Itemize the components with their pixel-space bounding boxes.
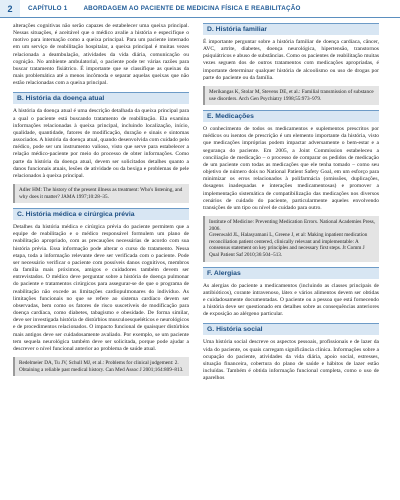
section-heading-d: D. História familiar: [203, 23, 379, 35]
reference-box-c: Redelmeier DA, Tu JV, Schull MJ, et al.: Problems for clinical judgement: 2. Obtaining a reliable past medical history. Can Med Assoc J 2001;164:809–813.: [13, 357, 189, 376]
section-g-text: Uma história social descreve os aspectos pessoais, profissionais e de lazer da vida do paciente, os quais carregam significância clínica. Informações sobre a ocupação do paciente, atividades da vida diária, apoio social, estresses, situação financeira, cobertura do plano de saúde e hábitos de lazer estão incluídas. Também é obtida informação funcional completa, como o uso de aparelhos: [203, 339, 379, 382]
section-f-text: As alergias do paciente a medicamentos (incluindo as classes principais de antibióticos), corante intravenoso, látex e vários alimentos devem ser obtidas e cuidadosamente documentadas. O paciente ou a pessoa que está fornecendo a história deve ser questionado em detalhes sobre as consequências anteriores de exposição ao alérgeno particular.: [203, 282, 379, 318]
page-number: 2: [0, 0, 20, 17]
right-column: [203, 23, 379, 385]
running-title: ABORDAGEM AO PACIENTE DE MEDICINA FÍSICA E REABILITAÇÃO: [83, 5, 301, 12]
left-column: [13, 23, 189, 381]
section-heading-f: F. Alergias: [203, 267, 379, 279]
section-e-text: O conhecimento de todos os medicamentos e suplementos prescritos por médicos ou isentos de prescrição é um elemento importante da história, visto que medicações impróprias podem impactar adversamente o bem-estar e a segurança do paciente. Em 2005, a Joint Commission estabeleceu a conciliação de medicação – o processo de comparar os pedidos de medicação de um paciente com todas as medicações que ele tenha tomado – como seu objetivo de número dois no National Patient Safety Goal, em um esforço para minimizar os erros relacionados à polifarmácia (omissões, duplicações, dosagens inadequadas e interações medicamentosas) e promover a implementação sistemática de compatibilização das medicações nos diversos cenários de cuidado do paciente, particularmente aqueles envolvendo transições de um tipo ou nível de cuidado para outro.: [203, 126, 379, 211]
section-heading-e: E. Medicações: [203, 110, 379, 122]
section-d-text: É importante perguntar sobre a história familiar de doença cardíaca, câncer, AVC, artrite, diabetes, doença neurológica, hipertensão, transtornos psiquiátricos e abuso de substâncias. Como os pacientes de reabilitação muitas vezes seguem dos de outros tratamentos com medicações apropriadas, é importante determinar qualquer história de alcoolismo ou uso de drogas por parte do paciente ou da família.: [203, 39, 380, 81]
section-c-text: Detalhes da história médica e cirúrgica prévia do paciente permitem que a equipe de reabilitação e o médico responsável formulem um plano de reabilitação apropriado, com as precauções necessárias de acordo com sua história prévia. Essa informação pode alterar o curso do tratamento. Nessa etapa, toda a informação relevante deve ser verificada com o paciente. Pode ser necessário verificar o paciente com possíveis danos cognitivos, membros da família mais próximos, amigos e cuidadores também devem ser entrevistados. O médico deve perguntar sobre a história de doença pulmonar do paciente e tratamentos cirúrgicos para assegurar-se de que o programa de reabilitação não excede as limitações cardiopulmonares do indivíduo. As limitações funcionais no que se refere ao sistema cardíaco devem ser observadas, bem como os fatores de risco suscetíveis de modificação para doença cardíaca, como diabetes, tabagismo e obesidade. De forma similar, deve ser investigada história de distúrbios musculoesqueléticos e neurológicos e de procedimentos relacionados. O impacto funcional de quaisquer distúrbios mais antigos deve ser cuidadosamente avaliado. Por exemplo, se um paciente tem sequela neurológica também deve ser solicitada, porque pode ajudar a descrever o nível funcional anterior ao problema de saúde atual.: [13, 224, 189, 352]
section-heading-b: B. História da doença atual: [13, 92, 189, 104]
section-heading-c: C. História médica e cirúrgica prévia: [13, 208, 189, 220]
running-header: [0, 0, 400, 18]
chapter-label: CAPÍTULO 1: [28, 5, 68, 12]
section-heading-g: G. História social: [203, 323, 379, 335]
reference-box-d: Merikangas K, Stolar M, Stevens DE, et al.: Familial transmission of substance use disorders. Arch Gen Psychiatry 1998;55:973–979.: [203, 86, 379, 105]
reference-box-b: Adler HM: The history of the present illness as treatment: Who's listening, and why does it matter? JAMA 1997;10:28–35.: [13, 184, 189, 203]
section-b-text: A história da doença atual é uma descrição detalhada da queixa principal para a qual o paciente está buscando tratamento de reabilitação. Ela examina informações relacionadas à queixa principal, incluindo localização, início, qualidade, quantidade, fatores de modificação, duração e sinais e sintomas associados. A história da doença atual, quando desenvolvida com cuidado pelo médico, pode ser um instrumento valioso, visto que serve para estabelecer a relação médico-paciente por meio do processo de obter informações. Como parte da história da doença atual, devem ser solicitados detalhes quanto a danos funcionais atuais, lesões de atividade ou da bexiga e problemas de pele relacionados à queixa principal.: [13, 108, 189, 179]
reference-box-e: Institute of Medicine: Preventing Medication Errors. National Academies Press, 2006. Greenwald JL, Halasyamani L, Greene J, et al: Making inpatient medication reconciliation patient centered, clinically relevant and implementable: A consensus statement on key principles and necessary first steps. Jt Comm J Qual Patient Saf 2010;36:504–513.: [203, 216, 379, 262]
intro-paragraph: alterações cognitivas não serão capazes de estabelecer uma queixa principal. Nessas situações, é aceitável que o médico avalie a história e especifique o motivo para internação como a queixa principal. Para um paciente internado em um serviço de reabilitação hospitalar, a queixa principal é muitas vezes relacionada a deambulação, atividades da vida diária, comunicação ou cognição. No ambiente ambulatorial, o paciente pode ter várias razões para buscar tratamento fisiátrico. É importante que se classifique as queixas da mais problemática até a menos incômoda e separar aquelas queixas que não estão relacionadas com a queixa principal.: [13, 23, 189, 87]
